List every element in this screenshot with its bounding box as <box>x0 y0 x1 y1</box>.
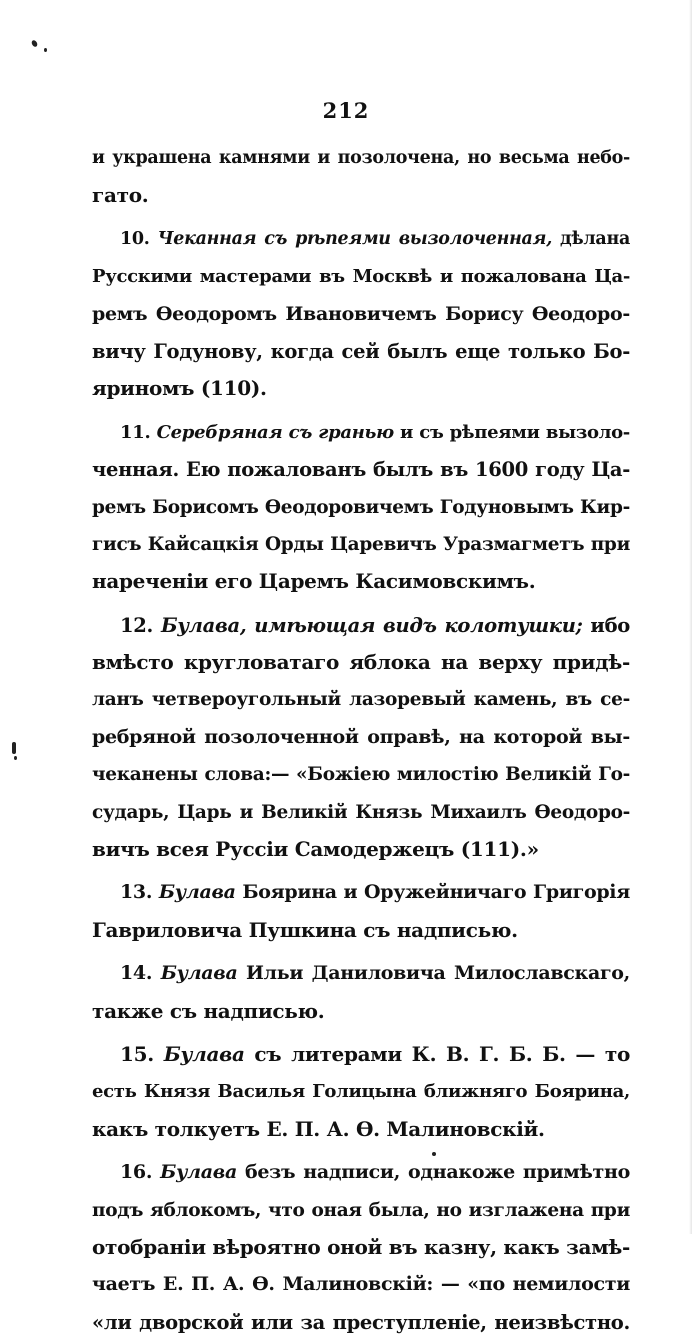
line-text: съ литерами К. В. Г. Б. Б. — то <box>254 1041 631 1066</box>
item-number: 12. <box>120 613 154 637</box>
text-line <box>92 526 630 563</box>
line-text: нареченіи его Царемъ Касимовскимъ. <box>92 569 536 594</box>
line-text: и украшена камнями и позолочена, но весьма небо- <box>92 148 630 168</box>
page-number: 212 <box>322 98 370 123</box>
margin-mark <box>12 742 16 754</box>
text-line <box>92 719 630 756</box>
line-text: ланъ четвероугольный лазоревый камень, въ се- <box>92 689 630 711</box>
line-text: вичъ всея Руссіи Самодержецъ (111).» <box>92 837 539 862</box>
item-first-line <box>92 414 630 451</box>
text-line <box>92 1266 630 1303</box>
line-text: ремъ Борисомъ Ѳеодоровичемъ Годуновымъ Кир- <box>92 496 630 518</box>
line-text: и съ рѣпеями вызоло- <box>400 421 630 443</box>
item-title: Чеканная съ рѣпеями вызолоченная, <box>157 228 552 249</box>
text-line <box>92 451 630 488</box>
text-line <box>92 489 630 526</box>
line-text: вмѣсто кругловатаго яблока на верху придѣ- <box>92 650 630 675</box>
item-title: Булава <box>160 1161 237 1184</box>
line-text: подъ яблокомъ, что оная была, но изглажена при <box>92 1199 630 1221</box>
text-line <box>92 912 630 949</box>
text-line <box>92 644 630 681</box>
text-line <box>92 756 630 793</box>
line-text: ченная. Ею пожалованъ былъ въ 1600 году Ца- <box>92 458 630 482</box>
text-line <box>92 831 630 868</box>
item-number: 10. <box>120 228 150 249</box>
line-text: ибо <box>590 613 630 637</box>
text-line <box>92 1192 630 1229</box>
item-first-line <box>92 874 630 911</box>
item-title: Серебряная съ гранью <box>156 421 394 443</box>
line-text: Боярина и Оружейничаго Григорія <box>242 881 630 904</box>
text-line <box>92 563 630 600</box>
margin-mark <box>14 756 17 760</box>
text-line <box>92 140 630 177</box>
text-line <box>92 370 630 407</box>
item-number: 13. <box>120 881 153 904</box>
text-line <box>92 1073 630 1110</box>
ink-speck <box>31 39 39 48</box>
item-number: 15. <box>120 1041 154 1066</box>
item-first-line <box>92 955 630 992</box>
text-line <box>92 1111 630 1148</box>
line-text: ремъ Ѳеодоромъ Ивановичемъ Борису Ѳеодоро- <box>92 302 630 325</box>
item-first-line <box>92 1154 630 1191</box>
line-text: «ли дворской или за преступленіе, неизвѣстно. <box>92 1310 630 1334</box>
line-text: ребряной позолоченной оправѣ, на которой вы- <box>92 725 630 748</box>
item-title: Булава <box>158 881 236 904</box>
text-line <box>92 333 630 370</box>
line-text: также съ надписью. <box>92 998 325 1023</box>
text-line <box>92 993 630 1030</box>
item-title: Булава <box>160 962 238 985</box>
line-text: дѣлана <box>560 228 631 249</box>
text-line <box>92 681 630 718</box>
line-text: чеканены слова:— «Божіею милостію Великій Го- <box>92 764 630 786</box>
line-text: Ильи Даниловича Милославскаго, <box>246 962 630 985</box>
text-line <box>92 177 630 214</box>
line-text: вичу Годунову, когда сей былъ еще только Бо- <box>92 339 630 363</box>
text-line <box>92 1229 630 1266</box>
line-text: отобраніи вѣроятно оной въ казну, какъ замѣ- <box>92 1234 631 1259</box>
line-text: есть Князя Василья Голицына ближняго Боярина, <box>92 1081 630 1103</box>
line-text: безъ надписи, однакоже примѣтно <box>245 1161 630 1184</box>
line-text: сударь, Царь и Великій Князь Михаилъ Ѳеодоро- <box>92 801 630 823</box>
body-text <box>92 140 630 1341</box>
item-first-line <box>92 221 630 258</box>
line-text: какъ толкуетъ Е. П. А. Ѳ. Малиновскій. <box>92 1116 545 1141</box>
item-number: 14. <box>120 962 153 985</box>
line-text: гисъ Кайсацкія Орды Царевичъ Уразмагметъ при <box>92 533 630 555</box>
item-number: 16. <box>120 1161 153 1184</box>
text-line <box>92 794 630 831</box>
line-text: чаетъ Е. П. А. Ѳ. Малиновскій: — «по немилости <box>92 1273 630 1296</box>
item-number: 11. <box>120 421 151 443</box>
ink-speck <box>44 48 47 52</box>
item-first-line <box>92 1036 630 1073</box>
text-line <box>92 258 630 295</box>
line-text: Гавриловича Пушкина съ надписью. <box>92 917 518 942</box>
item-title: Булава, имѣющая видъ колотушки; <box>160 613 583 637</box>
line-text: Русскими мастерами въ Москвѣ и пожалована Ца- <box>92 266 630 288</box>
text-line <box>92 296 630 333</box>
line-text: яриномъ (110). <box>92 376 267 401</box>
item-title: Булава <box>163 1041 245 1066</box>
text-line <box>92 1304 630 1341</box>
line-text: гато. <box>92 183 149 208</box>
item-first-line <box>92 607 630 644</box>
